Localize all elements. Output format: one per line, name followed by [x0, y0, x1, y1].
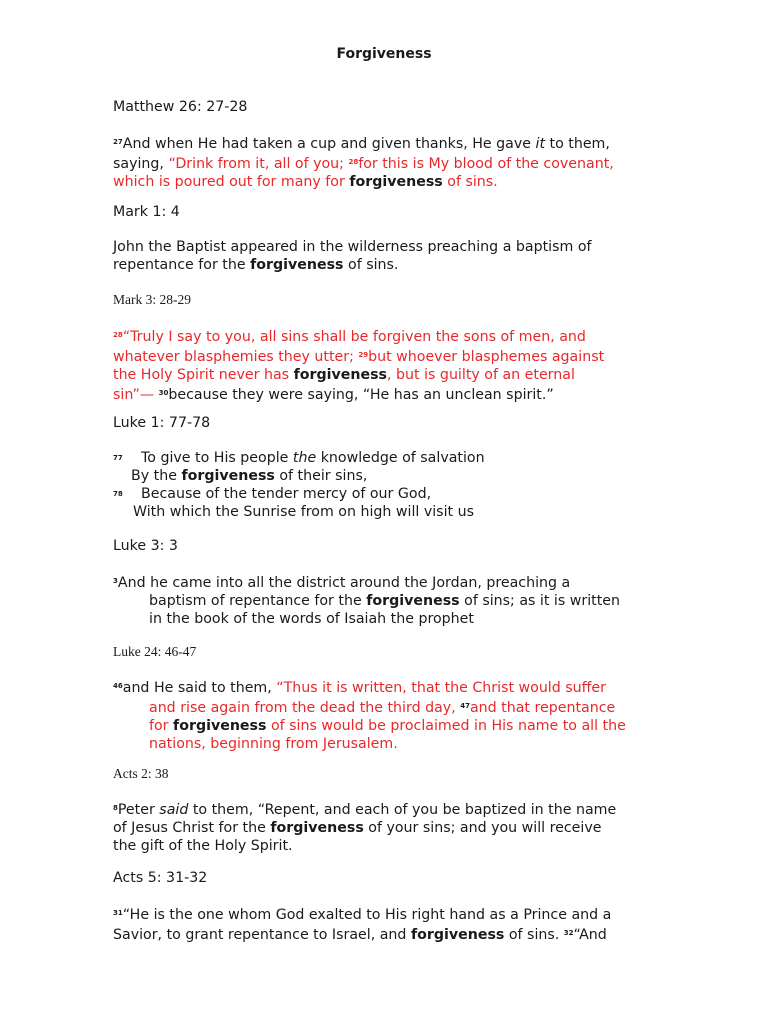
passage-text: $^{28}$“Truly I say to you, all sins shall be forgiven the sons of men, and whatever blasphemies they utter; $^{29}$but whoever blasphemes against the Holy Spirit never has forgiveness, but is guilty of an eternal sin”— $^{30}$because they were saying, “He has an unclean spirit.” [113, 329, 605, 403]
keyword: forgiveness [293, 367, 387, 383]
passage-reference: Luke 24: 46-47 [113, 644, 197, 659]
passage-text: $^3$And he came into all the district around the Jordan, preaching a baptism of repentance for the forgiveness of sins; as it is written in the book of the words of Isaiah the prophet [113, 575, 621, 627]
keyword: forgiveness [349, 174, 443, 190]
keyword: forgiveness [181, 468, 275, 484]
passage-text: 77 To give to His people the knowledge of salvation By the forgiveness of their sins, 78 Because of the tender mercy of our God, With which the Sunrise from on high will visit us [113, 450, 485, 520]
passage-text: John the Baptist appeared in the wilderness preaching a baptism of repentance for the forgiveness of sins. [113, 239, 592, 273]
verse-number: 32 [563, 929, 574, 937]
verse-number: 77 [113, 454, 123, 462]
passage-text: $^8$Peter said to them, “Repent, and each of you be baptized in the name of Jesus Christ for the forgiveness of your sins; and you will receive the gift of the Holy Spirit. [113, 802, 617, 854]
verse-number: 28 [348, 158, 359, 166]
passage-text: $^{27}$And when He had taken a cup and given thanks, He gave it to them, saying, “Drink from it, all of you; $^{28}$for this is My blood of the covenant, which is poured out for many for forgiveness of sins. [113, 136, 614, 190]
verse-number: 27 [113, 138, 123, 146]
passage-text: $^{46}$and He said to them, “Thus it is written, that the Christ would suffer and rise again from the dead the third day, $^{47}$and that repentance for forgiveness of sins would be proclaimed in His name to all the nations, beginning from Jerusalem. [113, 680, 626, 752]
keyword: forgiveness [250, 257, 344, 273]
passage-reference: Matthew 26: 27-28 [113, 99, 248, 115]
passage-reference: Luke 1: 77-78 [113, 415, 211, 431]
keyword: forgiveness [173, 718, 267, 734]
verse-number: 46 [113, 682, 123, 690]
page-title: Forgiveness [336, 46, 432, 62]
passage-reference: Acts 5: 31-32 [113, 870, 208, 886]
passage-text: $^{31}$“He is the one whom God exalted to His right hand as a Prince and a Savior, to grant repentance to Israel, and forgiveness of sins. $^{32}$“And [113, 907, 612, 943]
verse-number: 31 [113, 909, 123, 917]
verse-number: 8 [113, 804, 118, 812]
keyword: forgiveness [270, 820, 364, 836]
passage-reference: Luke 3: 3 [113, 538, 178, 554]
keyword: forgiveness [410, 927, 505, 943]
verse-number: 3 [113, 577, 118, 585]
verse-number: 29 [358, 351, 369, 359]
passage-reference: Mark 3: 28-29 [113, 292, 191, 307]
verse-number: 30 [158, 389, 169, 397]
verse-number: 78 [113, 490, 123, 498]
keyword: forgiveness [366, 593, 460, 609]
verse-number: 47 [460, 702, 470, 710]
verse-number: 28 [113, 331, 123, 339]
passage-reference: Acts 2: 38 [113, 766, 169, 781]
passage-reference: Mark 1: 4 [113, 204, 180, 220]
